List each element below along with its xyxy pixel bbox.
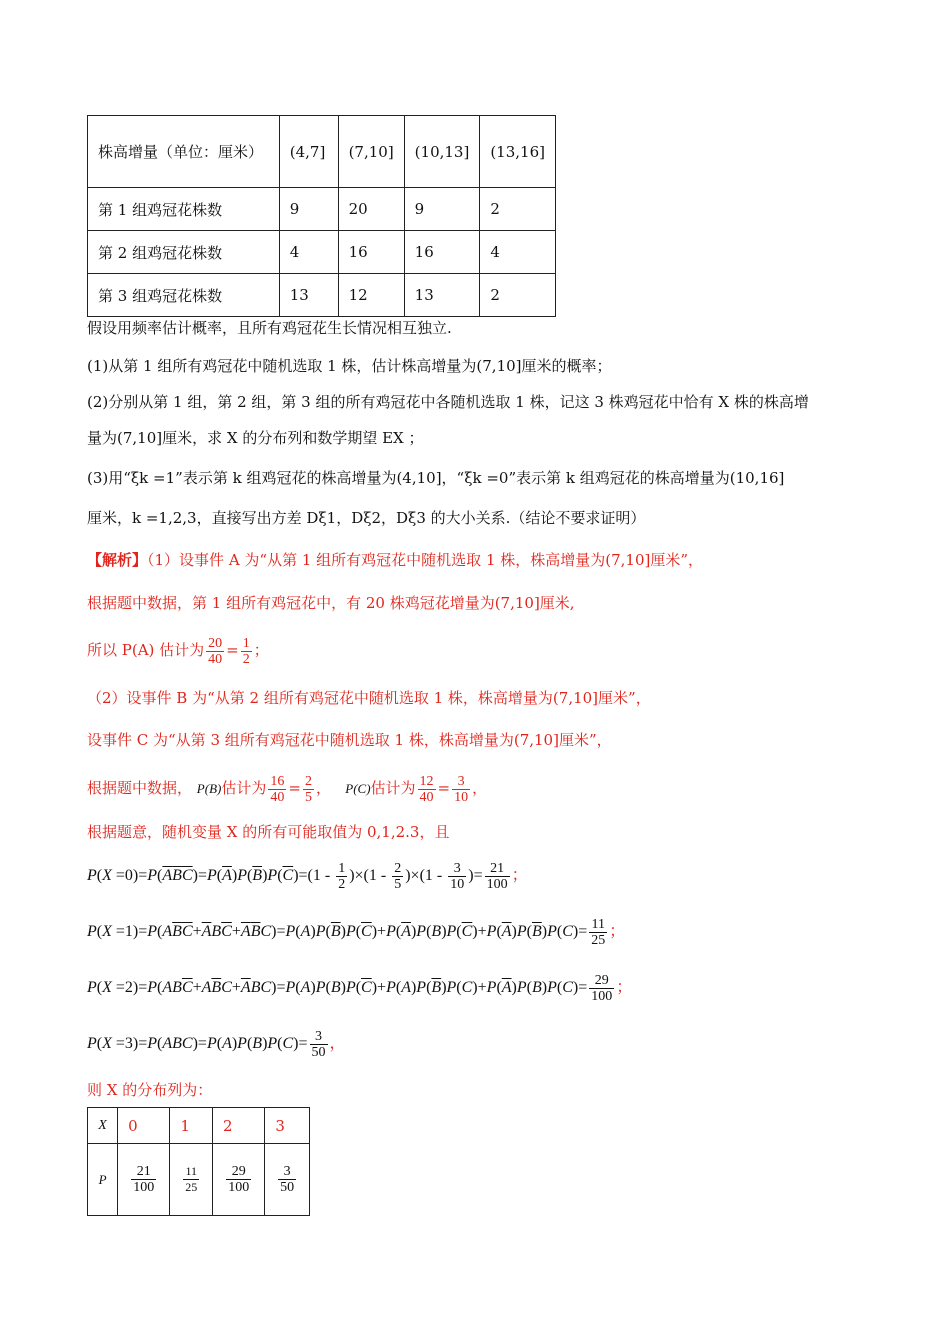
distribution-p-row xyxy=(88,1144,310,1216)
solution-line-1 xyxy=(87,550,703,570)
solution-line-5: 设事件 C 为“从第 3 组所有鸡冠花中随机选取 1 株，株高增量为(7,10]厘米”， xyxy=(87,731,612,749)
table-row xyxy=(88,274,556,317)
p-value: $\frac{11}{25}$ xyxy=(170,1144,213,1216)
solution-text: 所以 P(A) 估计为 xyxy=(87,641,205,659)
question-3-line-2: 厘米，k =1,2,3，直接写出方差 Dξ1，Dξ2，Dξ3 的大小关系.（结论不要求证明） xyxy=(87,509,646,527)
solution-text: 估计为 xyxy=(370,779,416,797)
table-cell: 16 xyxy=(338,231,404,274)
distribution-x-row xyxy=(88,1108,310,1144)
p-label: P xyxy=(88,1144,118,1216)
growth-table xyxy=(87,115,556,317)
solution-tag: 【解析】 xyxy=(87,551,148,569)
row-label: 第 1 组鸡冠花株数 xyxy=(88,188,280,231)
assumption-text: 假设用频率估计概率，且所有鸡冠花生长情况相互独立. xyxy=(87,319,452,337)
table-cell: 9 xyxy=(404,188,480,231)
equation-p2: $P(X =2)=P(AB\overline{C}+A\overline{B}C+\overline{A}BC)=P(A)P(B)P(\overline{C})+P(A)P(\overline{B})P(C)+P(\overline{A})P(B)P(C)=$ $\frac{29}{100}$ ； xyxy=(87,972,633,1004)
table-header-row xyxy=(88,116,556,188)
table-row xyxy=(88,231,556,274)
table-cell: 20 xyxy=(338,188,404,231)
equation-p3: P(X =3)=P(ABC)=P(A)P(B)P(C)= $\frac{3}{50}$ ， xyxy=(87,1028,346,1060)
solution-line-7: 根据题意，随机变量 X 的所有可能取值为 0,1,2.3，且 xyxy=(87,823,450,841)
table-cell: 12 xyxy=(338,274,404,317)
header-cell: (7,10] xyxy=(338,116,404,188)
equation-p0: $P(X =0)=P(\overline{A}\overline{B}\overline{C})=P(\overline{A})P(\overline{B})P(\overline{C})=(1$ - $\frac{1}{2}$ )×(1 - $\frac{2}{5}$ )×(1 - $\frac{3}{10}$ )= $\frac{21}{100}$ ； xyxy=(87,860,528,892)
table-cell: 13 xyxy=(279,274,338,317)
distribution-title: 则 X 的分布列为： xyxy=(87,1081,213,1099)
solution-line-4: （2）设事件 B 为“从第 2 组所有鸡冠花中随机选取 1 株，株高增量为(7,10]厘米”， xyxy=(87,689,651,707)
table-cell: 4 xyxy=(279,231,338,274)
x-value: 0 xyxy=(118,1108,170,1144)
x-value: 2 xyxy=(213,1108,265,1144)
table-cell: 2 xyxy=(480,188,556,231)
x-value: 1 xyxy=(170,1108,213,1144)
p-value: $\frac{21}{100}$ xyxy=(118,1144,170,1216)
question-2-line-2: 量为(7,10]厘米，求 X 的分布列和数学期望 EX ； xyxy=(87,429,424,447)
fraction: $\frac{20}{40}$ xyxy=(208,635,223,667)
table-cell: 2 xyxy=(480,274,556,317)
table-cell: 13 xyxy=(404,274,480,317)
header-cell: (4,7] xyxy=(279,116,338,188)
distribution-table xyxy=(87,1107,310,1216)
header-cell: (10,13] xyxy=(404,116,480,188)
p-value: $\frac{3}{50}$ xyxy=(265,1144,310,1216)
header-cell: 株高增量（单位：厘米） xyxy=(88,116,280,188)
solution-text: 根据题中数据， xyxy=(87,779,193,797)
solution-text: （1）设事件 A 为“从第 1 组所有鸡冠花中随机选取 1 株，株高增量为(7,10]厘米”， xyxy=(147,551,704,569)
question-1: (1)从第 1 组所有鸡冠花中随机选取 1 株，估计株高增量为(7,10]厘米的概率； xyxy=(87,357,612,375)
table-cell: 16 xyxy=(404,231,480,274)
x-label: X xyxy=(88,1108,118,1144)
solution-line-6: 根据题中数据， P(B)估计为 $\frac{16}{40}$ = $\frac{2}{5}$ ， P(C)估计为 $\frac{12}{40}$ = $\frac{3}{10}$ ， xyxy=(87,773,488,805)
p-value: $\frac{29}{100}$ xyxy=(213,1144,265,1216)
table-cell: 9 xyxy=(279,188,338,231)
equation-p1: $P(X =1)=P(A\overline{B}\overline{C}+\overline{A}B\overline{C}+\overline{A}\overline{B}C)=P(A)P(\overline{B})P(\overline{C})+P(\overline{A})P(B)P(\overline{C})+P(\overline{A})P(\overline{B})P(C)=$ $\frac{11}{25}$ ； xyxy=(87,916,626,948)
row-label: 第 2 组鸡冠花株数 xyxy=(88,231,280,274)
question-2-line-1: (2)分别从第 1 组，第 2 组，第 3 组的所有鸡冠花中各随机选取 1 株，记这 3 株鸡冠花中恰有 X 株的株高增 xyxy=(87,393,809,411)
row-label: 第 3 组鸡冠花株数 xyxy=(88,274,280,317)
x-value: 3 xyxy=(265,1108,310,1144)
solution-line-3: 所以 P(A) 估计为 $\frac{20}{40}$ = $\frac{1}{2}$ ； xyxy=(87,635,269,667)
question-3-line-1: (3)用“ξk =1”表示第 k 组鸡冠花的株高增量为(4,10]，“ξk =0”表示第 k 组鸡冠花的株高增量为(10,16] xyxy=(87,469,785,487)
table-cell: 4 xyxy=(480,231,556,274)
fraction: $\frac{1}{2}$ xyxy=(242,635,250,667)
table-row xyxy=(88,188,556,231)
solution-line-2: 根据题中数据，第 1 组所有鸡冠花中，有 20 株鸡冠花增量为(7,10]厘米, xyxy=(87,594,575,612)
solution-text: 估计为 xyxy=(221,779,267,797)
header-cell: (13,16] xyxy=(480,116,556,188)
